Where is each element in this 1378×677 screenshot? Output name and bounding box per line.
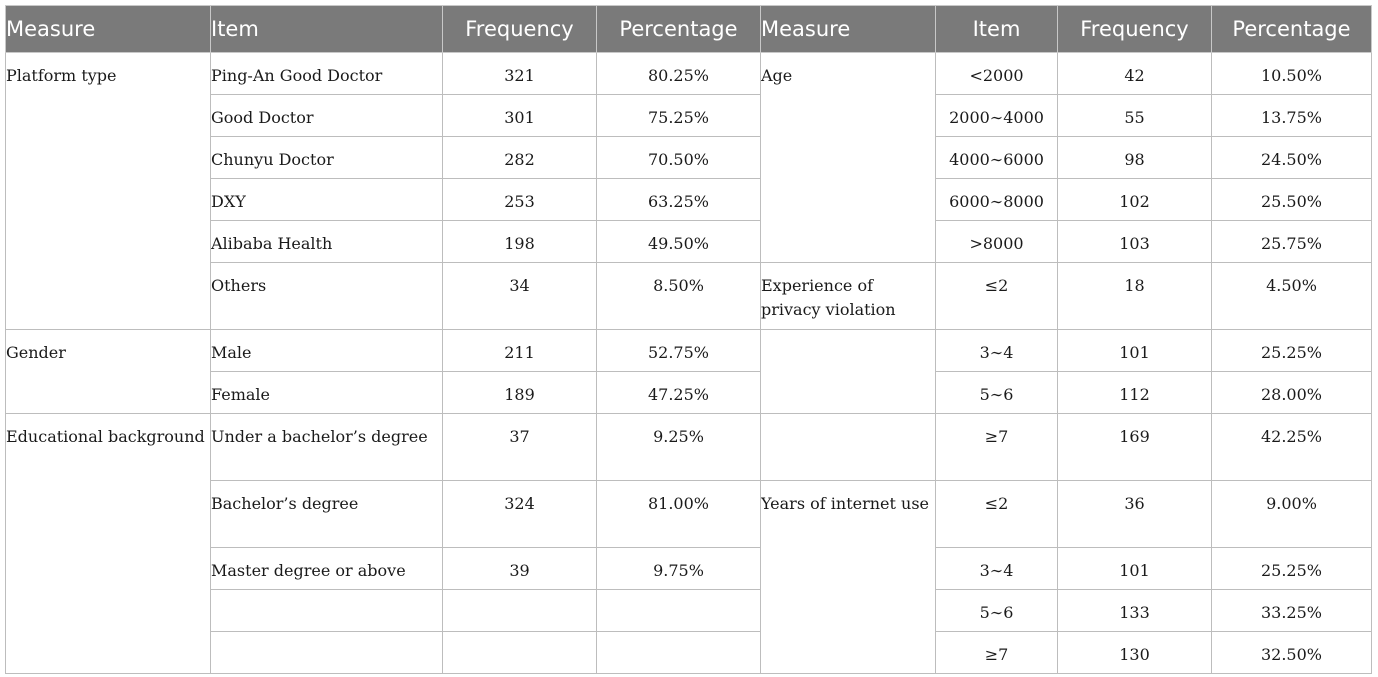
percentage-cell: 70.50%: [597, 137, 761, 179]
item-cell: Alibaba Health: [211, 221, 443, 263]
percentage-cell: 25.25%: [1212, 330, 1372, 372]
frequency-cell: 55: [1058, 95, 1212, 137]
empty-item-cell: [211, 590, 443, 632]
percentage-cell: 9.75%: [597, 548, 761, 590]
item-cell: Chunyu Doctor: [211, 137, 443, 179]
percentage-cell: 47.25%: [597, 372, 761, 414]
table-row: [6, 590, 1372, 632]
table-row: [6, 414, 1372, 481]
frequency-cell: 253: [443, 179, 597, 221]
measure-cell: Experience of privacy violation: [761, 263, 936, 330]
percentage-cell: 9.00%: [1212, 481, 1372, 548]
item-cell: Good Doctor: [211, 95, 443, 137]
header-item-right: Item: [936, 6, 1058, 53]
item-cell: >8000: [936, 221, 1058, 263]
header-frequency-right: Frequency: [1058, 6, 1212, 53]
header-percentage-left: Percentage: [597, 6, 761, 53]
header-percentage-right: Percentage: [1212, 6, 1372, 53]
table-row: [6, 221, 1372, 263]
item-cell: 5∼6: [936, 372, 1058, 414]
item-cell: Ping-An Good Doctor: [211, 53, 443, 95]
percentage-cell: 13.75%: [1212, 95, 1372, 137]
item-cell: DXY: [211, 179, 443, 221]
frequency-cell: 133: [1058, 590, 1212, 632]
item-cell: 6000∼8000: [936, 179, 1058, 221]
percentage-cell: 10.50%: [1212, 53, 1372, 95]
table-row: [6, 330, 1372, 372]
frequency-cell: 198: [443, 221, 597, 263]
table-row: [6, 632, 1372, 674]
header-measure-right: Measure: [761, 6, 936, 53]
item-cell: 2000∼4000: [936, 95, 1058, 137]
empty-frequency-cell: [443, 590, 597, 632]
frequency-cell: 101: [1058, 330, 1212, 372]
percentage-cell: 42.25%: [1212, 414, 1372, 481]
item-cell: Master degree or above: [211, 548, 443, 590]
header-item-left: Item: [211, 6, 443, 53]
table-row: [6, 263, 1372, 330]
percentage-cell: 24.50%: [1212, 137, 1372, 179]
frequency-cell: 18: [1058, 263, 1212, 330]
empty-percentage-cell: [597, 632, 761, 674]
frequency-cell: 98: [1058, 137, 1212, 179]
percentage-cell: 32.50%: [1212, 632, 1372, 674]
frequency-cell: 39: [443, 548, 597, 590]
frequency-cell: 36: [1058, 481, 1212, 548]
frequency-cell: 42: [1058, 53, 1212, 95]
header-row: [6, 6, 1372, 53]
percentage-cell: 9.25%: [597, 414, 761, 481]
frequency-cell: 102: [1058, 179, 1212, 221]
percentage-cell: 8.50%: [597, 263, 761, 330]
percentage-cell: 25.50%: [1212, 179, 1372, 221]
empty-measure-cell: [761, 414, 936, 481]
percentage-cell: 81.00%: [597, 481, 761, 548]
header-frequency-left: Frequency: [443, 6, 597, 53]
item-cell: 3∼4: [936, 548, 1058, 590]
empty-measure-cell: [761, 330, 936, 414]
frequency-cell: 37: [443, 414, 597, 481]
frequency-cell: 301: [443, 95, 597, 137]
measure-cell: Platform type: [6, 53, 211, 330]
item-cell: Male: [211, 330, 443, 372]
empty-percentage-cell: [597, 590, 761, 632]
frequency-cell: 101: [1058, 548, 1212, 590]
frequency-cell: 34: [443, 263, 597, 330]
demographics-table: [5, 5, 1372, 674]
measure-cell: Years of internet use: [761, 481, 936, 674]
table-row: [6, 179, 1372, 221]
percentage-cell: 4.50%: [1212, 263, 1372, 330]
empty-frequency-cell: [443, 632, 597, 674]
measure-cell: Educational background: [6, 414, 211, 674]
item-cell: Others: [211, 263, 443, 330]
percentage-cell: 75.25%: [597, 95, 761, 137]
frequency-cell: 211: [443, 330, 597, 372]
percentage-cell: 49.50%: [597, 221, 761, 263]
header-measure-left: Measure: [6, 6, 211, 53]
item-cell: Bachelor’s degree: [211, 481, 443, 548]
table-row: [6, 372, 1372, 414]
item-cell: Under a bachelor’s degree: [211, 414, 443, 481]
item-cell: 4000∼6000: [936, 137, 1058, 179]
measure-cell: Gender: [6, 330, 211, 414]
item-cell: 3∼4: [936, 330, 1058, 372]
item-cell: <2000: [936, 53, 1058, 95]
item-cell: Female: [211, 372, 443, 414]
percentage-cell: 25.25%: [1212, 548, 1372, 590]
percentage-cell: 25.75%: [1212, 221, 1372, 263]
table-row: [6, 95, 1372, 137]
frequency-cell: 324: [443, 481, 597, 548]
percentage-cell: 33.25%: [1212, 590, 1372, 632]
frequency-cell: 189: [443, 372, 597, 414]
item-cell: ≤2: [936, 263, 1058, 330]
percentage-cell: 63.25%: [597, 179, 761, 221]
empty-item-cell: [211, 632, 443, 674]
table-row: [6, 481, 1372, 548]
measure-cell: Age: [761, 53, 936, 263]
percentage-cell: 52.75%: [597, 330, 761, 372]
percentage-cell: 28.00%: [1212, 372, 1372, 414]
percentage-cell: 80.25%: [597, 53, 761, 95]
table-row: [6, 137, 1372, 179]
table-row: [6, 548, 1372, 590]
table-row: [6, 53, 1372, 95]
frequency-cell: 103: [1058, 221, 1212, 263]
frequency-cell: 112: [1058, 372, 1212, 414]
frequency-cell: 169: [1058, 414, 1212, 481]
item-cell: ≥7: [936, 414, 1058, 481]
item-cell: ≥7: [936, 632, 1058, 674]
frequency-cell: 282: [443, 137, 597, 179]
item-cell: ≤2: [936, 481, 1058, 548]
item-cell: 5∼6: [936, 590, 1058, 632]
frequency-cell: 321: [443, 53, 597, 95]
frequency-cell: 130: [1058, 632, 1212, 674]
